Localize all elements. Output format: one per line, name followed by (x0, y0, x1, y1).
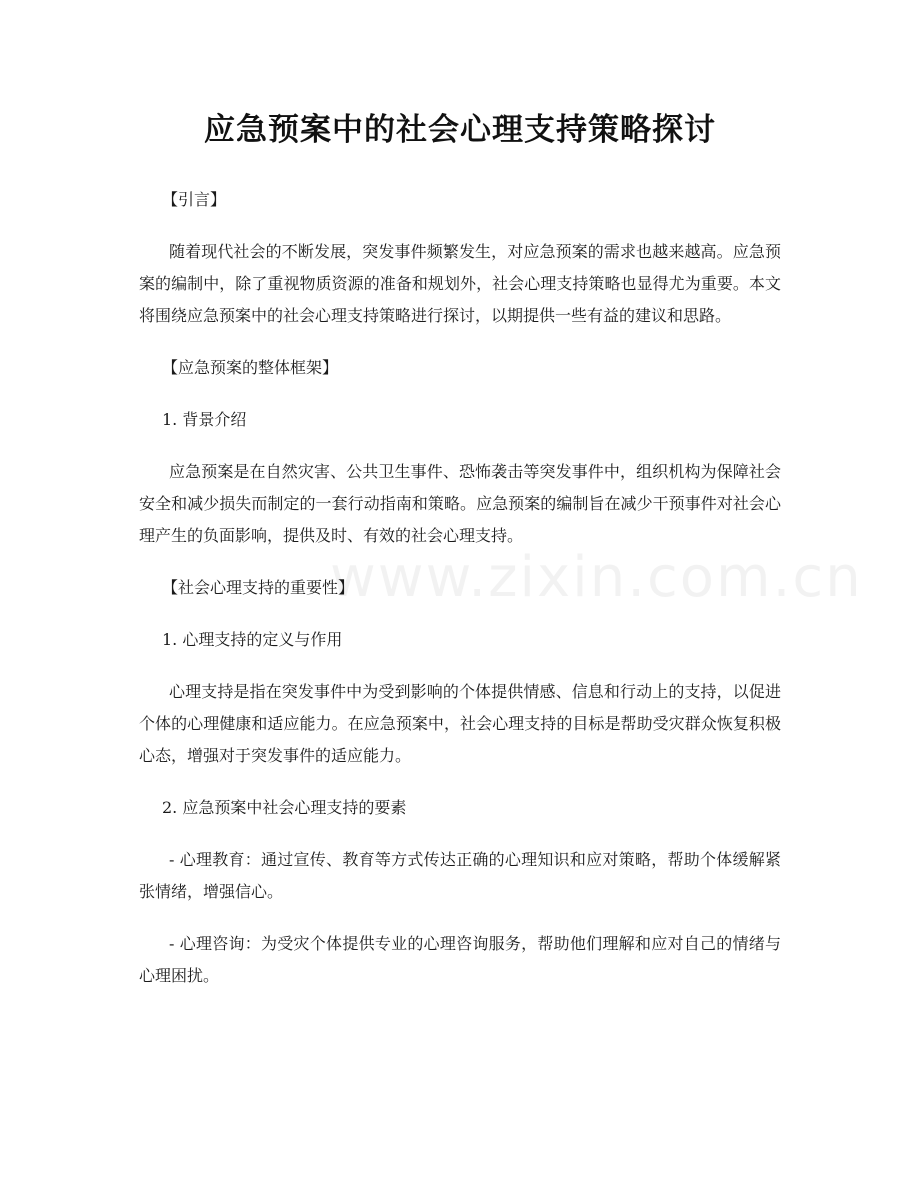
watermark: www.zixin.com.cn (330, 545, 863, 610)
section-heading-intro: 【引言】 (162, 190, 227, 209)
subheading-elements: 2. 应急预案中社会心理支持的要素 (162, 798, 407, 817)
document-title: 应急预案中的社会心理支持策略探讨 (204, 112, 716, 148)
paragraph-intro: 随着现代社会的不断发展，突发事件频繁发生，对应急预案的需求也越来越高。应急预案的编制中，除了重视物质资源的准备和规划外，社会心理支持策略也显得尤为重要。本文将围绕应急预案中的社会心理支持策略进行探讨，以期提供一些有益的建议和思路。 (139, 242, 781, 325)
list-item-education: - 心理教育：通过宣传、教育等方式传达正确的心理知识和应对策略，帮助个体缓解紧张情绪，增强信心。 (139, 850, 781, 901)
list-item-counseling: - 心理咨询：为受灾个体提供专业的心理咨询服务，帮助他们理解和应对自己的情绪与心理困扰。 (139, 934, 781, 985)
subheading-background: 1. 背景介绍 (162, 410, 247, 429)
document-body (139, 184, 781, 992)
paragraph-definition: 心理支持是指在突发事件中为受到影响的个体提供情感、信息和行动上的支持，以促进个体的心理健康和适应能力。在应急预案中，社会心理支持的目标是帮助受灾群众恢复积极心态，增强对于突发事件的适应能力。 (139, 682, 781, 765)
section-heading-framework: 【应急预案的整体框架】 (162, 358, 339, 377)
section-heading-importance: 【社会心理支持的重要性】 (162, 578, 355, 597)
paragraph-background: 应急预案是在自然灾害、公共卫生事件、恐怖袭击等突发事件中，组织机构为保障社会安全和减少损失而制定的一套行动指南和策略。应急预案的编制旨在减少干预事件对社会心理产生的负面影响，提供及时、有效的社会心理支持。 (139, 462, 781, 545)
subheading-definition: 1. 心理支持的定义与作用 (162, 630, 343, 649)
